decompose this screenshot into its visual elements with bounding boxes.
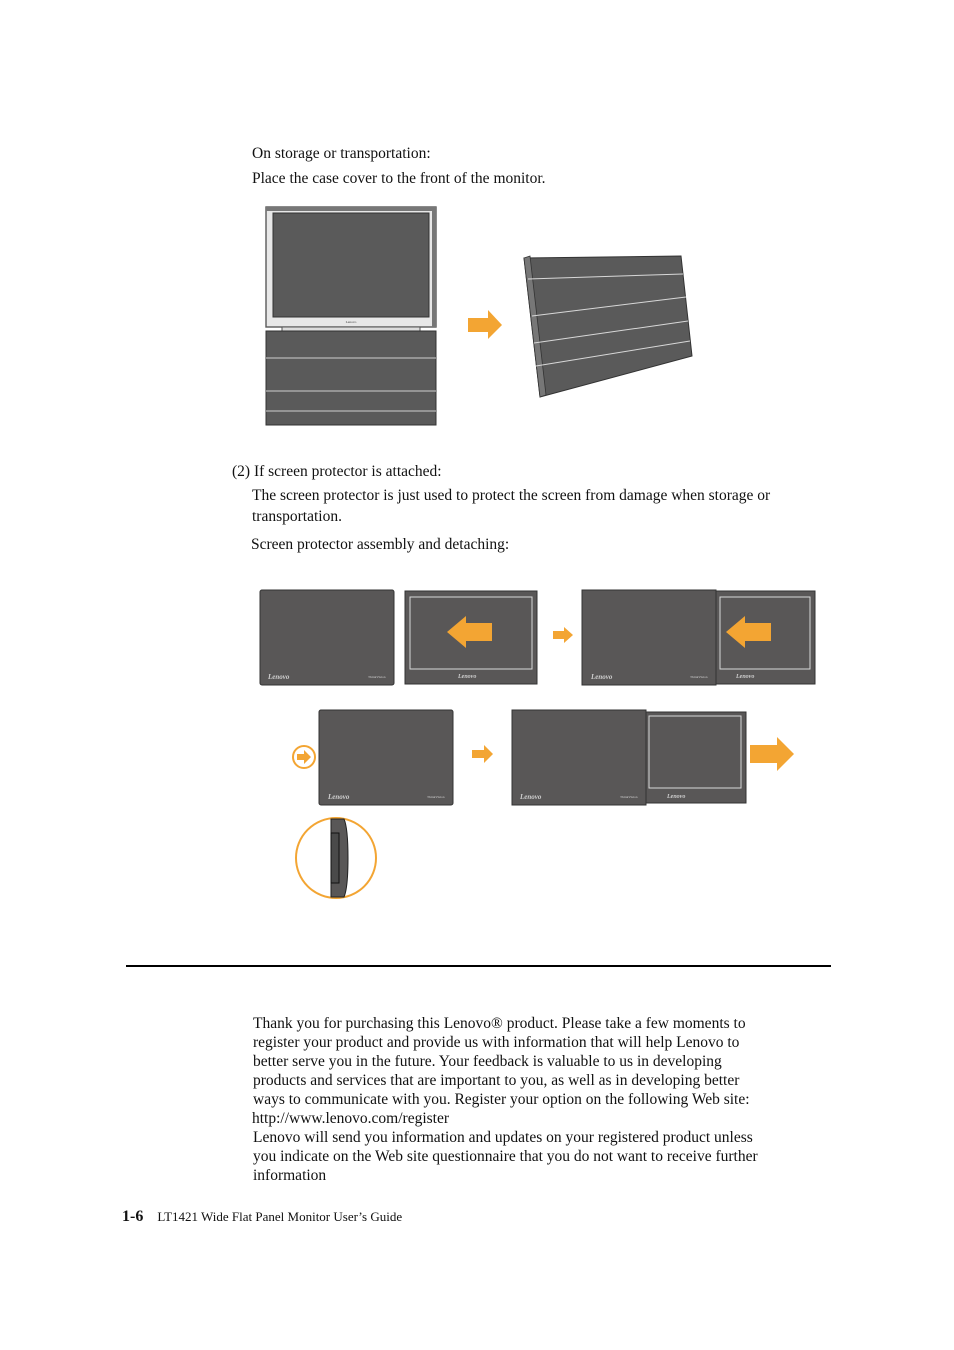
detail-indicator-icon <box>293 746 315 768</box>
registration-url[interactable]: http://www.lenovo.com/register <box>252 1110 450 1127</box>
arrow-right-icon <box>750 737 794 771</box>
section-divider <box>126 965 831 967</box>
monitor-logo: Lenovo <box>345 320 357 324</box>
svg-text:ThinkVision: ThinkVision <box>620 795 638 799</box>
svg-text:Lenovo: Lenovo <box>328 793 350 801</box>
registration-line-2: register your product and provide us with information that will help Lenovo to <box>253 1034 740 1051</box>
monitor-screen <box>273 213 429 317</box>
arrow-right-small-icon <box>553 627 573 643</box>
monitor-panel-front-2 <box>319 710 453 805</box>
svg-text:Lenovo: Lenovo <box>667 794 686 800</box>
svg-text:ThinkVision: ThinkVision <box>427 795 445 799</box>
combined-panel <box>582 590 815 685</box>
registration-line-3: better serve you in the future. Your feedback is valuable to us in developing <box>253 1053 722 1070</box>
registration-line-1: Thank you for purchasing this Lenovo® product. Please take a few moments to <box>253 1015 746 1032</box>
page-footer <box>122 1208 402 1226</box>
detaching-panel <box>512 710 746 805</box>
registration-line-4: products and services that are important to you, as well as in developing better <box>253 1072 740 1089</box>
svg-text:Lenovo: Lenovo <box>520 793 542 801</box>
svg-text:ThinkVision: ThinkVision <box>368 675 386 679</box>
protector-desc-line1: The screen protector is just used to protect the screen from damage when storage or <box>252 487 771 504</box>
protector-heading: (2) If screen protector is attached: <box>232 463 442 480</box>
closed-monitor <box>524 256 692 397</box>
svg-text:Lenovo: Lenovo <box>268 673 290 681</box>
side-detail-circle <box>296 818 376 898</box>
svg-text:ThinkVision: ThinkVision <box>690 675 708 679</box>
monitor-panel-front <box>260 590 394 685</box>
registration-line-8: you indicate on the Web site questionnaire that you do not want to receive further <box>253 1148 758 1165</box>
arrow-right-icon <box>468 310 502 339</box>
registration-line-7: Lenovo will send you information and updates on your registered product unless <box>253 1129 753 1146</box>
storage-heading: On storage or transportation: <box>252 145 431 162</box>
protector-panel <box>405 591 537 684</box>
guide-title: LT1421 Wide Flat Panel Monitor User’s Guide <box>157 1209 403 1224</box>
svg-text:Lenovo: Lenovo <box>458 674 477 680</box>
page-number: 1-6 <box>122 1208 144 1225</box>
registration-line-9: information <box>253 1167 327 1184</box>
protector-figure <box>0 585 954 905</box>
registration-paragraph <box>253 1014 758 1185</box>
svg-text:Lenovo: Lenovo <box>591 673 613 681</box>
protector-subheading: Screen protector assembly and detaching: <box>251 536 510 553</box>
case-cover-figure <box>262 204 697 429</box>
svg-text:Lenovo: Lenovo <box>736 674 755 680</box>
registration-line-5: ways to communicate with you. Register your option on the following Web site: <box>253 1091 750 1108</box>
arrow-right-small-icon <box>472 745 493 763</box>
protector-desc-line2: transportation. <box>252 508 342 525</box>
storage-instruction: Place the case cover to the front of the monitor. <box>252 170 546 187</box>
